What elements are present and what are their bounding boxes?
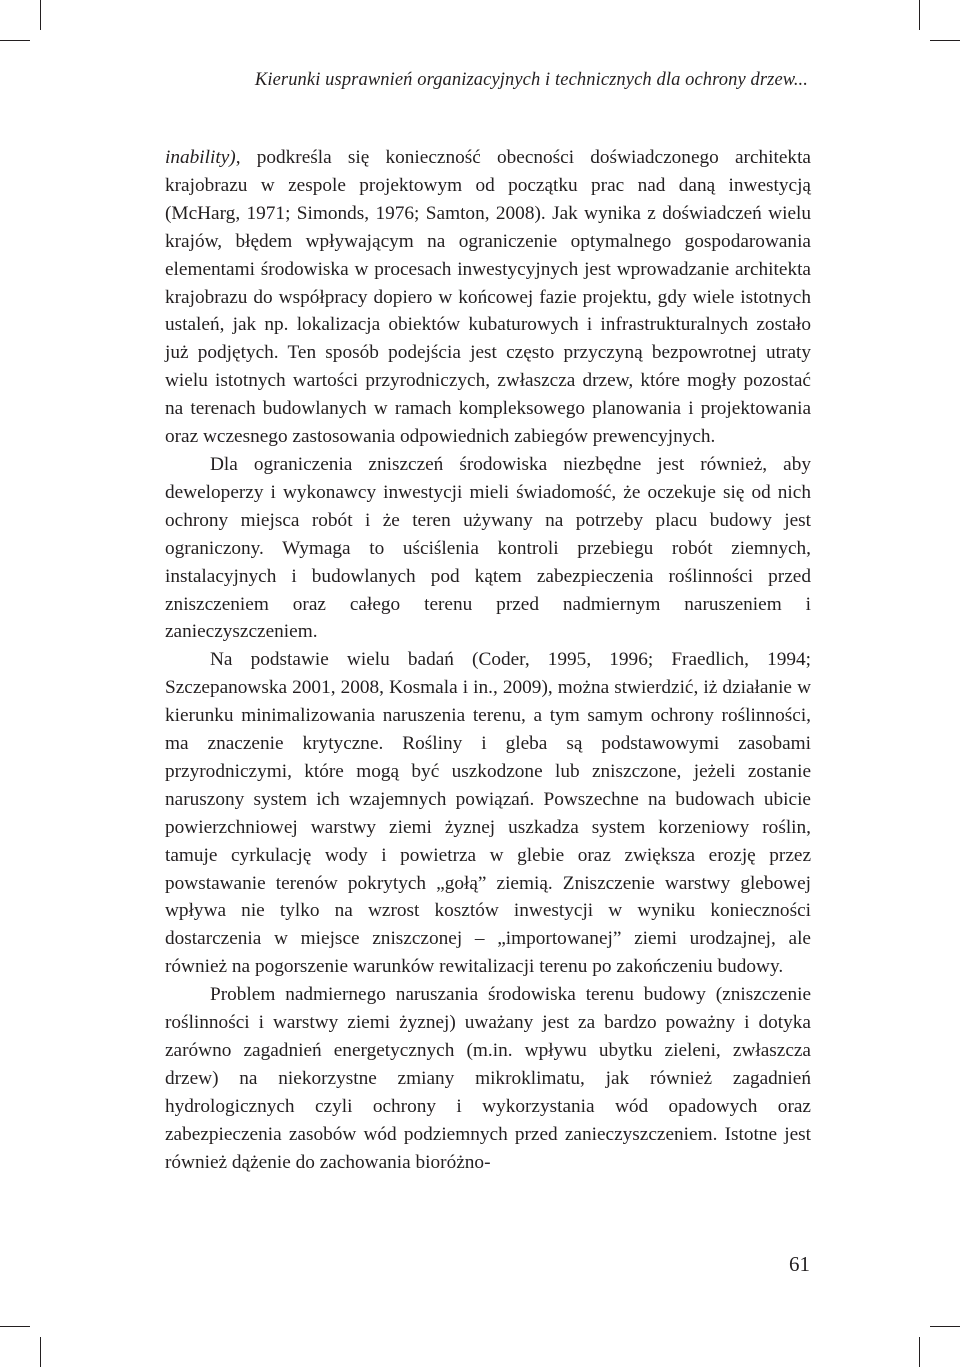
body-text [165,144,811,1177]
page-number: 61 [789,1252,810,1276]
crop-mark-bottom-left-h [0,1326,30,1327]
paragraph-1 [165,144,811,451]
crop-mark-bottom-right [919,1337,920,1367]
crop-mark-top-right [919,0,920,30]
crop-mark-top-left-h [0,40,30,41]
paragraph-3: Na podstawie wielu badań (Coder, 1995, 1996; Fraedlich, 1994; Szczepanowska 2001, 2008, Kosmala i in., 2009), można stwierdzić, iż działanie w kierunku minimalizowania naruszenia terenu, a tym samym ochrony roślinności, ma znaczenie krytyczne. Rośliny i gleba są podstawowymi zasobami przyrodniczymi, które mogą być uszkodzone lub zniszczone, jeżeli zostanie naruszony system ich wzajemnych powiązań. Powszechne na budowach ubicie powierzchniowej warstwy ziemi żyznej uszkadza system korzeniowy roślin, tamuje cyrkulację wody i powietrza w glebie oraz zwiększa erozję przez powstawanie terenów pokrytych „gołą” ziemią. Zniszczenie warstwy glebowej wpływa nie tylko na wzrost kosztów inwestycji w wyniku konieczności dostarczenia w miejsce zniszczonej – „importowanej” ziemi urodzajnej, ale również na pogorszenie warunków rewitalizacji terenu po zakończeniu budowy. [165,649,811,978]
paragraph-1-text: , podkreśla się konieczność obecności doświadczonego architekta krajobrazu w zespole projektowym od początku prac nad daną inwestycją (McHarg, 1971; Simonds, 1976; Samton, 2008). Jak wynika z doświadczeń wielu krajów, błędem wpływającym na ograniczenie optymalnego gospodarowania elementami środowiska w procesach inwestycyjnych jest wprowadzanie architekta krajobrazu do współpracy dopiero w końcowej fazie projektu, gdy wiele istotnych ustaleń, jak np. lokalizacja obiektów kubaturowych i infrastrukturalnych zostało już podjętych. Ten sposób podejścia jest często przyczyną bezpowrotnej utraty wielu istotnych wartości przyrodniczych, zwłaszcza drzew, które mogły pozostać na terenach budowlanych w ramach kompleksowego planowania i projektowania oraz wczesnego zastosowania odpowiednich zabiegów prewencyjnych. [165,147,811,448]
crop-mark-bottom-right-h [930,1326,960,1327]
crop-mark-top-left [40,0,41,30]
crop-mark-bottom-left [40,1337,41,1367]
running-head: Kierunki usprawnień organizacyjnych i technicznych dla ochrony drzew... [254,70,808,90]
paragraph-1-lead: inability) [165,147,236,168]
paragraph-2: Dla ograniczenia zniszczeń środowiska niezbędne jest również, aby deweloperzy i wykonawcy inwestycji mieli świadomość, że oczekuje się od nich ochrony miejsca robót i że teren używany na potrzeby placu budowy jest ograniczony. Wymaga to uściślenia kontroli przebiegu robót ziemnych, instalacyjnych i budowlanych pod kątem zabezpieczenia roślinności przed zniszczeniem oraz całego terenu przed nadmiernym naruszeniem i zanieczyszczeniem. [165,453,811,643]
paragraph-4: Problem nadmiernego naruszania środowiska terenu budowy (zniszczenie roślinności i warstwy ziemi żyznej) uważany jest za bardzo poważny i dotyka zarówno zagadnień energetycznych (m.in. wpływu ubytku zieleni, zwłaszcza drzew) na niekorzystne zmiany mikroklimatu, jak również zagadnień hydrologicznych czyli ochrony i wykorzystania wód opadowych oraz zabezpieczenia zasobów wód podziemnych przed zanieczyszczeniem. Istotne jest również dążenie do zachowania bioróżno- [165,984,811,1173]
crop-mark-top-right-h [930,40,960,41]
